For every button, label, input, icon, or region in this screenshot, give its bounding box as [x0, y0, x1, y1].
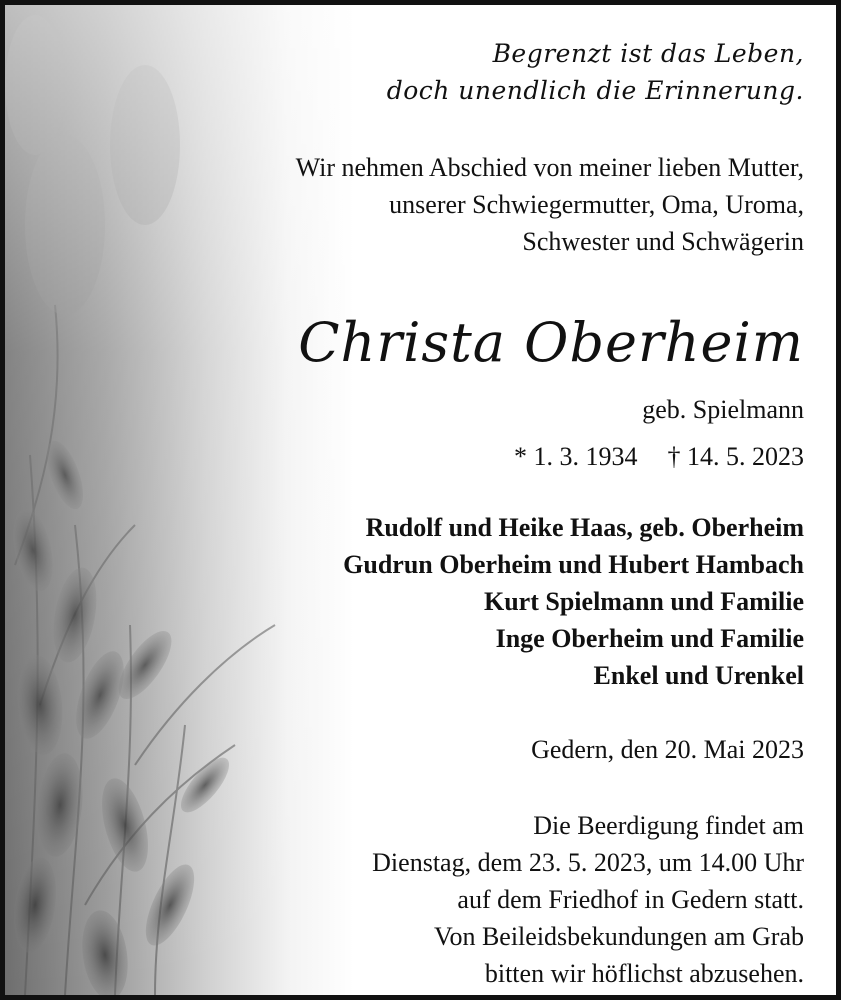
farewell-intro: [296, 149, 804, 260]
mourner-entry: Rudolf und Heike Haas, geb. Oberheim: [365, 513, 804, 542]
funeral-line: auf dem Friedhof in Gedern statt.: [457, 885, 804, 914]
maiden-name: geb. Spielmann: [642, 395, 804, 424]
funeral-line: bitten wir höflichst abzusehen.: [484, 959, 804, 988]
intro-line: unserer Schwiegermutter, Oma, Uroma,: [389, 190, 804, 219]
mourner-entry: Gudrun Oberheim und Hubert Hambach: [343, 550, 804, 579]
mourner-entry: Inge Oberheim und Familie: [495, 624, 804, 653]
motto-verse: [387, 35, 804, 109]
mourners-list: [343, 509, 804, 694]
place-and-date: Gedern, den 20. Mai 2023: [531, 735, 804, 764]
intro-line: Schwester und Schwägerin: [522, 227, 804, 256]
funeral-details: [372, 807, 804, 992]
intro-line: Wir nehmen Abschied von meiner lieben Mutter,: [295, 153, 804, 182]
death-date: † 14. 5. 2023: [667, 442, 804, 471]
funeral-line: Dienstag, dem 23. 5. 2023, um 14.00 Uhr: [372, 848, 804, 877]
funeral-line: Von Beileidsbekundungen am Grab: [434, 922, 804, 951]
deceased-name: Christa Oberheim: [298, 311, 804, 374]
mourner-entry: Enkel und Urenkel: [593, 661, 804, 690]
birth-date: * 1. 3. 1934: [514, 442, 638, 471]
motto-line: doch unendlich die Erinnerung.: [386, 76, 804, 105]
life-dates: [514, 438, 804, 475]
mourner-entry: Kurt Spielmann und Familie: [484, 587, 804, 616]
funeral-line: Die Beerdigung findet am: [533, 811, 804, 840]
motto-line: Begrenzt ist das Leben,: [492, 39, 804, 68]
